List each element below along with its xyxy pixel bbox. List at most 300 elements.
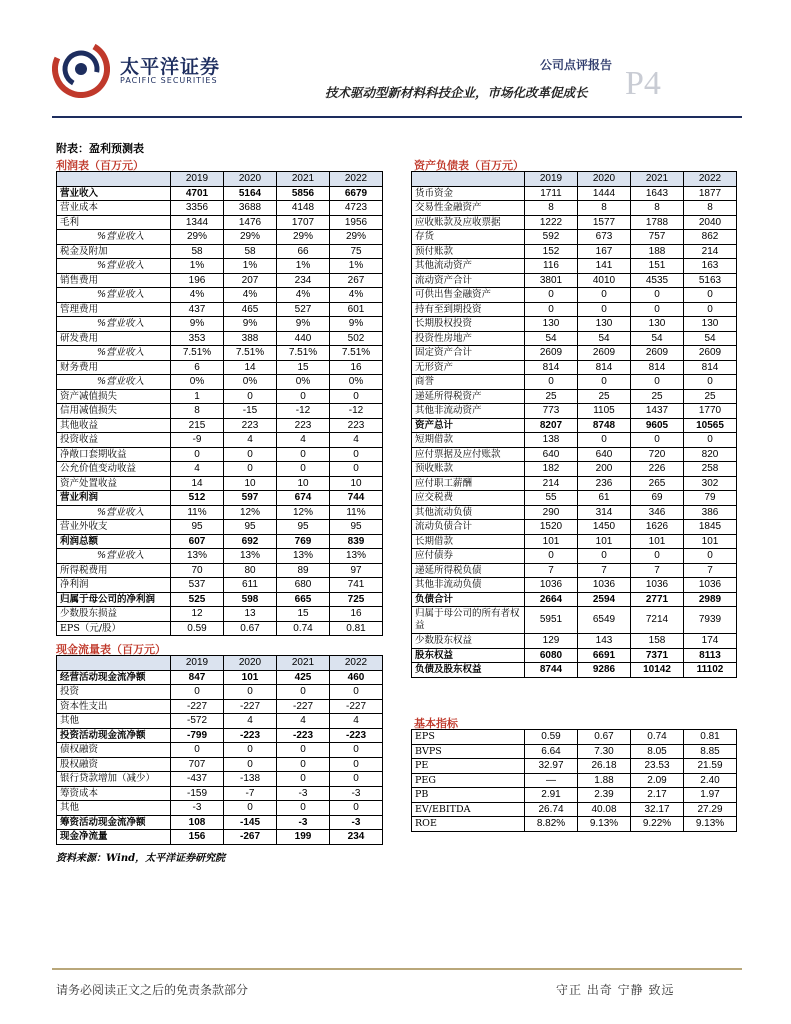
value-cell: 525 — [171, 592, 224, 607]
value-cell: 1036 — [684, 578, 737, 593]
value-cell: 0 — [578, 288, 631, 303]
value-cell: 89 — [277, 563, 330, 578]
row-label-cell: 应收账款及应收票据 — [412, 215, 525, 230]
value-cell: 0.74 — [631, 730, 684, 745]
table-header-row — [412, 172, 737, 187]
value-cell: -3 — [277, 815, 330, 830]
value-cell: 1707 — [277, 215, 330, 230]
value-cell: 9% — [330, 317, 383, 332]
row-label-cell: 其他非流动资产 — [412, 404, 525, 419]
year-header-cell: 2019 — [525, 172, 578, 187]
indicators-title: 基本指标 — [414, 717, 458, 730]
value-cell: 101 — [684, 534, 737, 549]
table-row — [57, 520, 383, 535]
table-row — [412, 491, 737, 506]
value-cell: 0 — [684, 433, 737, 448]
row-label-cell: 现金净流量 — [57, 830, 171, 845]
value-cell: 9% — [224, 317, 277, 332]
table-row — [412, 360, 737, 375]
value-cell: 1877 — [684, 186, 737, 201]
value-cell: 207 — [224, 273, 277, 288]
value-cell: 214 — [525, 476, 578, 491]
row-label-cell: 营业利润 — [57, 491, 171, 506]
value-cell: 25 — [684, 389, 737, 404]
row-label-cell: 营业收入 — [57, 186, 171, 201]
row-label-cell: 毛利 — [57, 215, 171, 230]
value-cell: 460 — [330, 670, 383, 685]
header-blank-cell — [57, 656, 171, 671]
row-label-cell: 经营活动现金流净额 — [57, 670, 171, 685]
value-cell: 143 — [578, 634, 631, 649]
row-label-cell: 流动负债合计 — [412, 520, 525, 535]
value-cell: 773 — [525, 404, 578, 419]
value-cell: 10 — [224, 476, 277, 491]
value-cell: 174 — [684, 634, 737, 649]
table-row — [57, 433, 383, 448]
value-cell: 234 — [330, 830, 383, 845]
value-cell: 152 — [525, 244, 578, 259]
row-label-cell: 其他流动负债 — [412, 505, 525, 520]
value-cell: 167 — [578, 244, 631, 259]
table-row — [57, 404, 383, 419]
value-cell: 79 — [684, 491, 737, 506]
table-row — [57, 244, 383, 259]
table-row — [412, 773, 737, 788]
value-cell: 10 — [330, 476, 383, 491]
value-cell: -227 — [330, 699, 383, 714]
company-logo-icon — [52, 40, 110, 98]
balance-sheet-title: 资产负债表（百万元） — [414, 159, 524, 172]
value-cell: 0 — [277, 801, 330, 816]
value-cell: 0 — [525, 375, 578, 390]
row-label-cell: 销售费用 — [57, 273, 171, 288]
row-label-cell: 资本性支出 — [57, 699, 171, 714]
value-cell: -7 — [224, 786, 277, 801]
table-row — [57, 714, 383, 729]
value-cell: -227 — [277, 699, 330, 714]
value-cell: 0 — [525, 302, 578, 317]
table-row — [412, 634, 737, 649]
year-header-cell: 2020 — [224, 172, 277, 187]
value-cell: 2771 — [631, 592, 684, 607]
row-label-cell: 营业成本 — [57, 201, 171, 216]
value-cell: 1711 — [525, 186, 578, 201]
table-row — [412, 317, 737, 332]
table-row — [57, 786, 383, 801]
value-cell: 353 — [171, 331, 224, 346]
row-label-cell: %营业收入 — [57, 375, 171, 390]
table-row — [412, 759, 737, 774]
row-label-cell: 研发费用 — [57, 331, 171, 346]
row-label-cell: 应付票据及应付账款 — [412, 447, 525, 462]
value-cell: 0 — [684, 288, 737, 303]
value-cell: 1577 — [578, 215, 631, 230]
value-cell: 4010 — [578, 273, 631, 288]
value-cell: 607 — [171, 534, 224, 549]
value-cell: 0 — [330, 685, 383, 700]
value-cell: 440 — [277, 331, 330, 346]
row-label-cell: 应付职工薪酬 — [412, 476, 525, 491]
value-cell: 7 — [525, 563, 578, 578]
value-cell: 597 — [224, 491, 277, 506]
value-cell: 437 — [171, 302, 224, 317]
value-cell: -3 — [330, 786, 383, 801]
value-cell: 265 — [631, 476, 684, 491]
table-row — [412, 418, 737, 433]
value-cell: 1344 — [171, 215, 224, 230]
value-cell: 236 — [578, 476, 631, 491]
value-cell: 1% — [277, 259, 330, 274]
value-cell: 4723 — [330, 201, 383, 216]
table-row — [57, 621, 383, 636]
value-cell: 2989 — [684, 592, 737, 607]
table-row — [412, 788, 737, 803]
value-cell: 814 — [631, 360, 684, 375]
table-row — [412, 802, 737, 817]
table-row — [57, 360, 383, 375]
row-label-cell: 应付债券 — [412, 549, 525, 564]
value-cell: 0 — [578, 302, 631, 317]
company-name-cn: 太平洋证券 — [120, 56, 221, 78]
value-cell: 7.51% — [330, 346, 383, 361]
year-header-cell: 2021 — [277, 656, 330, 671]
value-cell: 0 — [684, 375, 737, 390]
value-cell: 26.18 — [578, 759, 631, 774]
value-cell: 226 — [631, 462, 684, 477]
row-label-cell: %营业收入 — [57, 317, 171, 332]
value-cell: 80 — [224, 563, 277, 578]
table-row — [57, 563, 383, 578]
row-label-cell: 信用减值损失 — [57, 404, 171, 419]
value-cell: 1.97 — [684, 788, 737, 803]
value-cell: 346 — [631, 505, 684, 520]
value-cell: 0 — [277, 462, 330, 477]
value-cell: 23.53 — [631, 759, 684, 774]
value-cell: 267 — [330, 273, 383, 288]
row-label-cell: 长期借款 — [412, 534, 525, 549]
value-cell: 95 — [224, 520, 277, 535]
value-cell: 0 — [277, 447, 330, 462]
table-row — [57, 607, 383, 622]
value-cell: 58 — [171, 244, 224, 259]
value-cell: 1770 — [684, 404, 737, 419]
row-label-cell: 无形资产 — [412, 360, 525, 375]
value-cell: 0 — [224, 389, 277, 404]
row-label-cell: 利润总额 — [57, 534, 171, 549]
table-row — [412, 648, 737, 663]
indicators-body — [412, 730, 737, 832]
value-cell: 0.59 — [171, 621, 224, 636]
report-title: 技术驱动型新材料科技企业，市场化改革促成长 — [325, 85, 588, 100]
value-cell: 5951 — [525, 607, 578, 634]
value-cell: 9% — [171, 317, 224, 332]
row-label-cell: 所得税费用 — [57, 563, 171, 578]
value-cell: -223 — [224, 728, 277, 743]
value-cell: 862 — [684, 230, 737, 245]
value-cell: 0 — [277, 389, 330, 404]
row-label-cell: 少数股东损益 — [57, 607, 171, 622]
value-cell: 0.67 — [578, 730, 631, 745]
value-cell: 29% — [171, 230, 224, 245]
value-cell: 814 — [525, 360, 578, 375]
table-row — [57, 534, 383, 549]
value-cell: 512 — [171, 491, 224, 506]
value-cell: -572 — [171, 714, 224, 729]
value-cell: 8.82% — [525, 817, 578, 832]
table-row — [412, 302, 737, 317]
row-label-cell: 商誉 — [412, 375, 525, 390]
value-cell: 2594 — [578, 592, 631, 607]
value-cell: 130 — [684, 317, 737, 332]
row-label-cell: %营业收入 — [57, 259, 171, 274]
data-source-note: 资料来源：Wind，太平洋证券研究院 — [56, 853, 226, 864]
value-cell: 4 — [224, 433, 277, 448]
table-row — [57, 317, 383, 332]
header-divider — [52, 116, 742, 118]
value-cell: 158 — [631, 634, 684, 649]
value-cell: 12% — [224, 505, 277, 520]
value-cell: 2609 — [578, 346, 631, 361]
value-cell: 54 — [525, 331, 578, 346]
table-row — [57, 331, 383, 346]
value-cell: 757 — [631, 230, 684, 245]
value-cell: 116 — [525, 259, 578, 274]
value-cell: 0 — [330, 772, 383, 787]
value-cell: 0 — [224, 743, 277, 758]
value-cell: 7.51% — [224, 346, 277, 361]
table-row — [57, 346, 383, 361]
table-row — [412, 549, 737, 564]
value-cell: 0 — [684, 549, 737, 564]
row-label-cell: 投资 — [57, 685, 171, 700]
value-cell: 0 — [277, 757, 330, 772]
value-cell: 2.40 — [684, 773, 737, 788]
value-cell: 214 — [684, 244, 737, 259]
value-cell: 75 — [330, 244, 383, 259]
value-cell: 7.51% — [171, 346, 224, 361]
disclaimer-note: 请务必阅读正文之后的免责条款部分 — [56, 983, 249, 997]
value-cell: 598 — [224, 592, 277, 607]
row-label-cell: 长期股权投资 — [412, 317, 525, 332]
row-label-cell: 营业外收支 — [57, 520, 171, 535]
row-label-cell: 少数股东权益 — [412, 634, 525, 649]
value-cell: 4% — [277, 288, 330, 303]
value-cell: 4% — [330, 288, 383, 303]
row-label-cell: 应交税费 — [412, 491, 525, 506]
value-cell: 69 — [631, 491, 684, 506]
value-cell: 0.67 — [224, 621, 277, 636]
value-cell: 7 — [631, 563, 684, 578]
value-cell: 8207 — [525, 418, 578, 433]
table-row — [57, 801, 383, 816]
value-cell: 14 — [171, 476, 224, 491]
table-row — [57, 815, 383, 830]
value-cell: 130 — [578, 317, 631, 332]
value-cell: 0 — [224, 462, 277, 477]
value-cell: 66 — [277, 244, 330, 259]
value-cell: 15 — [277, 607, 330, 622]
row-label-cell: 净利润 — [57, 578, 171, 593]
value-cell: 1% — [171, 259, 224, 274]
value-cell: 2609 — [525, 346, 578, 361]
value-cell: 7371 — [631, 648, 684, 663]
table-row — [57, 215, 383, 230]
table-row — [57, 186, 383, 201]
table-row — [412, 273, 737, 288]
page-number: P4 — [625, 65, 661, 102]
table-row — [57, 757, 383, 772]
row-label-cell: 管理费用 — [57, 302, 171, 317]
row-label-cell: 预付账款 — [412, 244, 525, 259]
row-label-cell: 负债合计 — [412, 592, 525, 607]
row-label-cell: 其他非流动负债 — [412, 578, 525, 593]
value-cell: -3 — [171, 801, 224, 816]
value-cell: 258 — [684, 462, 737, 477]
value-cell: 680 — [277, 578, 330, 593]
value-cell: -223 — [330, 728, 383, 743]
table-row — [412, 288, 737, 303]
row-label-cell: ROE — [412, 817, 525, 832]
value-cell: 0 — [578, 375, 631, 390]
income-statement-body — [57, 172, 383, 636]
row-label-cell: EV/EBITDA — [412, 802, 525, 817]
value-cell: 29% — [224, 230, 277, 245]
value-cell: 1444 — [578, 186, 631, 201]
value-cell: 10 — [277, 476, 330, 491]
value-cell: 4% — [171, 288, 224, 303]
value-cell: 741 — [330, 578, 383, 593]
value-cell: 199 — [277, 830, 330, 845]
table-row — [57, 491, 383, 506]
row-label-cell: 其他收益 — [57, 418, 171, 433]
row-label-cell: 货币资金 — [412, 186, 525, 201]
value-cell: 9286 — [578, 663, 631, 678]
value-cell: 0.81 — [330, 621, 383, 636]
value-cell: 640 — [578, 447, 631, 462]
table-row — [412, 346, 737, 361]
value-cell: 101 — [224, 670, 277, 685]
row-label-cell: 归属于母公司的所有者权益 — [412, 607, 525, 634]
value-cell: 0% — [330, 375, 383, 390]
row-label-cell: 筹资成本 — [57, 786, 171, 801]
table-row — [412, 505, 737, 520]
table-row — [412, 447, 737, 462]
row-label-cell: 负债及股东权益 — [412, 663, 525, 678]
row-label-cell: 股东权益 — [412, 648, 525, 663]
value-cell: 0% — [224, 375, 277, 390]
value-cell: 54 — [578, 331, 631, 346]
footer-divider — [52, 968, 742, 970]
value-cell: 1437 — [631, 404, 684, 419]
value-cell: 130 — [631, 317, 684, 332]
value-cell: 5164 — [224, 186, 277, 201]
table-row — [57, 578, 383, 593]
income-statement-title: 利润表（百万元） — [56, 159, 144, 172]
row-label-cell: 投资性房地产 — [412, 331, 525, 346]
row-label-cell: BVPS — [412, 744, 525, 759]
value-cell: 720 — [631, 447, 684, 462]
value-cell: -138 — [224, 772, 277, 787]
report-type: 公司点评报告 — [540, 58, 613, 72]
table-row — [412, 663, 737, 678]
row-label-cell: 公允价值变动收益 — [57, 462, 171, 477]
value-cell: 0 — [330, 447, 383, 462]
income-statement-table — [56, 171, 383, 636]
value-cell: 0% — [277, 375, 330, 390]
table-row — [57, 462, 383, 477]
value-cell: 0 — [330, 757, 383, 772]
row-label-cell: %营业收入 — [57, 505, 171, 520]
row-label-cell: 净敞口套期收益 — [57, 447, 171, 462]
table-row — [57, 273, 383, 288]
row-label-cell: PB — [412, 788, 525, 803]
value-cell: 101 — [631, 534, 684, 549]
value-cell: 0 — [525, 288, 578, 303]
value-cell: 7 — [684, 563, 737, 578]
value-cell: 13% — [171, 549, 224, 564]
row-label-cell: 筹资活动现金流净额 — [57, 815, 171, 830]
table-row — [412, 592, 737, 607]
value-cell: -267 — [224, 830, 277, 845]
value-cell: 21.59 — [684, 759, 737, 774]
table-row — [57, 230, 383, 245]
row-label-cell: 固定资产合计 — [412, 346, 525, 361]
value-cell: 6679 — [330, 186, 383, 201]
value-cell: 425 — [277, 670, 330, 685]
value-cell: -145 — [224, 815, 277, 830]
value-cell: 215 — [171, 418, 224, 433]
value-cell: 234 — [277, 273, 330, 288]
value-cell: 8.85 — [684, 744, 737, 759]
value-cell: 8 — [171, 404, 224, 419]
value-cell: 4 — [277, 714, 330, 729]
row-label-cell: 交易性金融资产 — [412, 201, 525, 216]
table-row — [57, 288, 383, 303]
row-label-cell: %营业收入 — [57, 230, 171, 245]
year-header-cell: 2021 — [277, 172, 330, 187]
value-cell: 2.17 — [631, 788, 684, 803]
value-cell: 847 — [171, 670, 224, 685]
table-header-row — [57, 172, 383, 187]
value-cell: 13 — [224, 607, 277, 622]
value-cell: 8 — [631, 201, 684, 216]
value-cell: 7939 — [684, 607, 737, 634]
value-cell: 3356 — [171, 201, 224, 216]
value-cell: 0 — [525, 549, 578, 564]
table-row — [412, 244, 737, 259]
value-cell: 25 — [631, 389, 684, 404]
table-row — [412, 744, 737, 759]
value-cell: 223 — [330, 418, 383, 433]
value-cell: 0 — [171, 685, 224, 700]
value-cell: 70 — [171, 563, 224, 578]
row-label-cell: EPS（元/股） — [57, 621, 171, 636]
header-blank-cell — [412, 172, 525, 187]
value-cell: 188 — [631, 244, 684, 259]
value-cell: 26.74 — [525, 802, 578, 817]
value-cell: 1626 — [631, 520, 684, 535]
value-cell: 7.30 — [578, 744, 631, 759]
value-cell: 601 — [330, 302, 383, 317]
value-cell: -159 — [171, 786, 224, 801]
table-row — [57, 447, 383, 462]
value-cell: 725 — [330, 592, 383, 607]
value-cell: 5856 — [277, 186, 330, 201]
row-label-cell: 银行贷款增加（减少） — [57, 772, 171, 787]
value-cell: 692 — [224, 534, 277, 549]
table-row — [57, 418, 383, 433]
year-header-cell: 2019 — [171, 656, 224, 671]
